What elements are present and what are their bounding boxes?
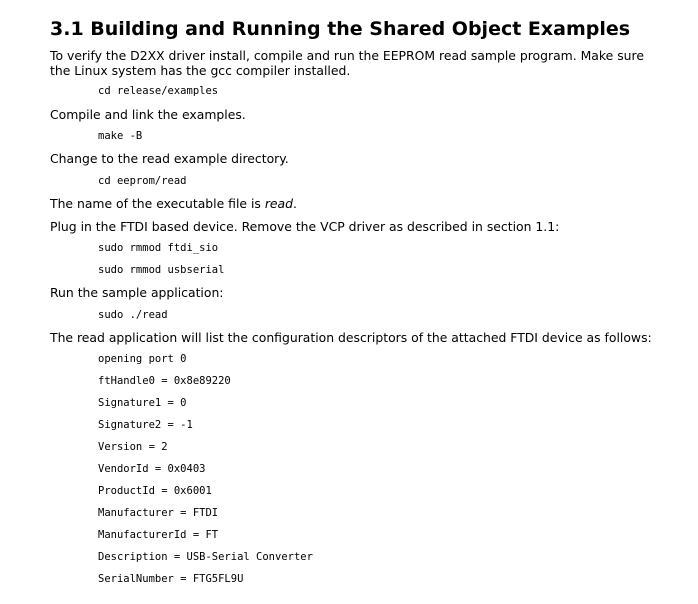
output-line: Description = USB-Serial Converter [98, 551, 313, 563]
plug-in-instruction: Plug in the FTDI based device. Remove the VCP driver as described in section 1.1: [50, 219, 560, 234]
output-line: Signature2 = -1 [98, 419, 193, 431]
output-line: Signature1 = 0 [98, 397, 187, 409]
executable-sentence-prefix: The name of the executable file is [50, 196, 265, 211]
compile-instruction: Compile and link the examples. [50, 107, 246, 122]
command-cd-read: cd eeprom/read [98, 175, 187, 187]
change-directory-instruction: Change to the read example directory. [50, 151, 289, 166]
executable-sentence-suffix: . [293, 196, 297, 211]
list-descriptors-instruction: The read application will list the configuration descriptors of the attached FTDI device as follows: [50, 330, 652, 345]
output-line: opening port 0 [98, 353, 187, 365]
run-instruction: Run the sample application: [50, 285, 224, 300]
output-line: ProductId = 0x6001 [98, 485, 212, 497]
executable-name: read [264, 196, 294, 211]
output-line: ManufacturerId = FT [98, 529, 219, 541]
output-line: Manufacturer = FTDI [98, 507, 219, 519]
command-rmmod-ftdi-sio: sudo rmmod ftdi_sio [98, 242, 219, 254]
intro-paragraph-line-1: To verify the D2XX driver install, compile and run the EEPROM read sample program. Make sure [50, 48, 644, 63]
output-line: Version = 2 [98, 441, 168, 453]
output-line: ftHandle0 = 0x8e89220 [98, 375, 231, 387]
command-make: make -B [98, 130, 143, 142]
intro-paragraph-line-2: the Linux system has the gcc compiler installed. [50, 63, 351, 78]
command-rmmod-usbserial: sudo rmmod usbserial [98, 264, 225, 276]
command-cd-examples: cd release/examples [98, 85, 219, 97]
section-heading: 3.1 Building and Running the Shared Object Examples [50, 18, 631, 40]
executable-name-sentence [50, 196, 297, 211]
output-line: SerialNumber = FTG5FL9U [98, 573, 244, 585]
command-run-read: sudo ./read [98, 309, 168, 321]
output-line: VendorId = 0x0403 [98, 463, 206, 475]
